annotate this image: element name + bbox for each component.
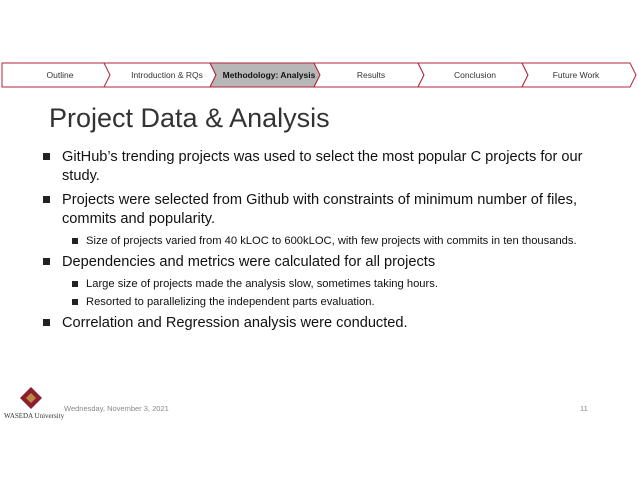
bullet-item [40,148,600,186]
bullet-square-icon [43,153,50,160]
sub-bullet-item [40,277,600,292]
nav-item-methodology[interactable]: Methodology: Analysis [222,70,316,80]
bullet-text: Correlation and Regression analysis were conducted. [62,315,408,331]
bullet-text: Size of projects varied from 40 kLOC to 600kLOC, with few projects with commits in ten thousands. [86,235,577,247]
bullet-text: Projects were selected from Github with constraints of minimum number of files, commits and popularity. [62,192,578,227]
bullet-square-icon [72,238,78,244]
sub-bullet-item [40,234,600,249]
bullet-item [40,191,600,229]
nav-item-results[interactable]: Results [356,70,386,80]
page-number: 11 [580,404,588,413]
bullet-list [40,148,600,338]
bullet-square-icon [43,319,50,326]
nav-item-future-work[interactable]: Future Work [552,70,600,80]
logo-wordmark: WASEDA University [4,412,65,420]
nav-item-introduction[interactable]: Introduction & RQs [131,70,203,80]
bullet-square-icon [43,196,50,203]
bullet-square-icon [43,258,50,265]
footer-date: Wednesday, November 3, 2021 [64,404,169,413]
breadcrumb-nav [0,62,638,88]
bullet-text: Resorted to parallelizing the independent parts evaluation. [86,296,375,308]
bullet-item [40,253,600,272]
nav-item-conclusion[interactable]: Conclusion [453,70,497,80]
bullet-square-icon [72,281,78,287]
slide-title: Project Data & Analysis [49,103,330,133]
bullet-item [40,314,600,333]
bullet-text: Large size of projects made the analysis slow, sometimes taking hours. [86,278,438,290]
bullet-text: Dependencies and metrics were calculated for all projects [62,254,436,270]
nav-item-outline[interactable]: Outline [46,70,74,80]
sub-bullet-item [40,295,600,310]
bullet-square-icon [72,299,78,305]
bullet-text: GitHub’s trending projects was used to select the most popular C projects for our study. [62,149,583,184]
